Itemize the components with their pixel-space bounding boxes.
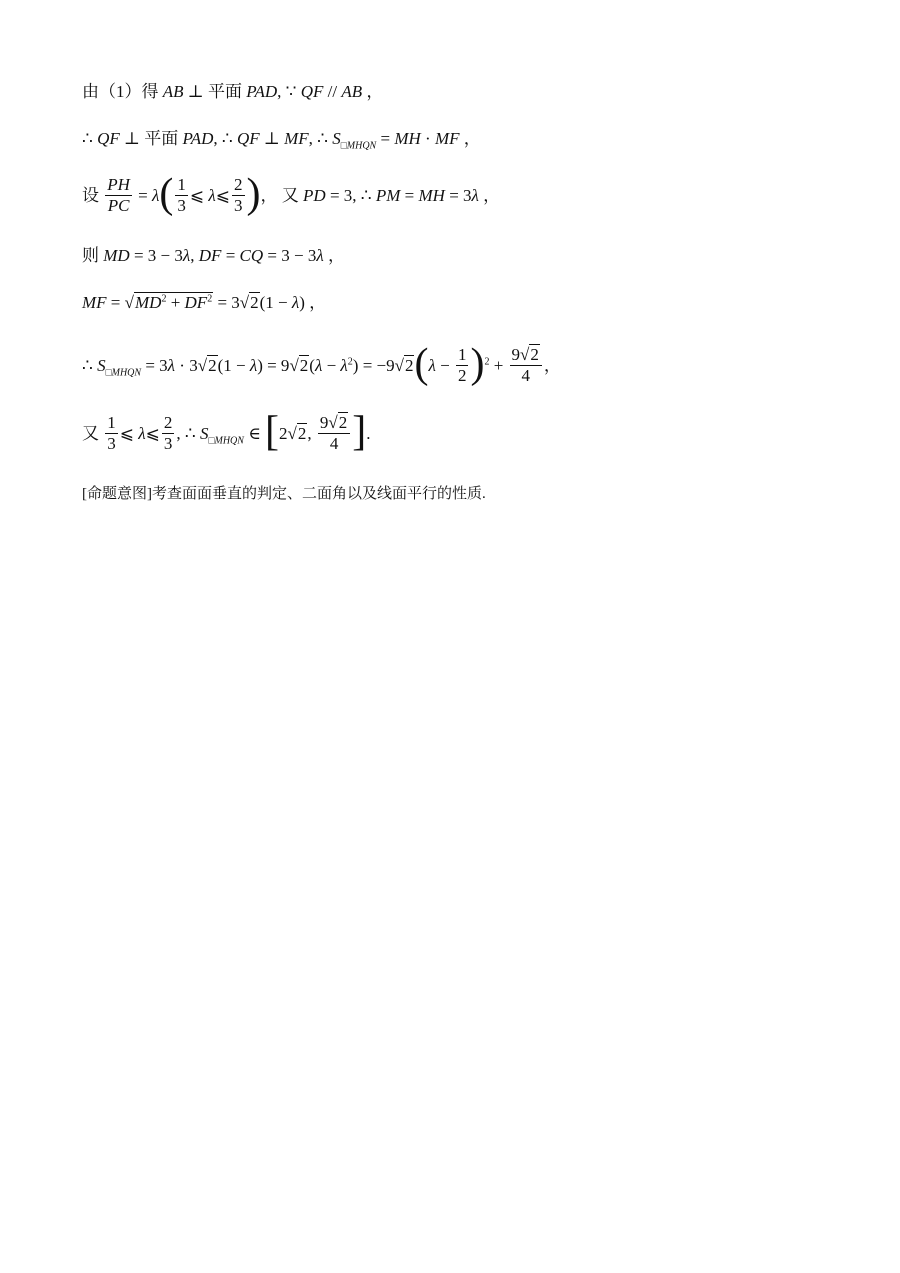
proposition-intent: [命题意图]考查面面垂直的判定、二面角以及线面平行的性质. — [82, 486, 486, 502]
solution-line-3: 设 $\frac{PH}{PC}$ = λ( $\frac{1}{3}$ ⩽ λ⩽ $\frac{2}{3}$ )， 又 PD = 3, ∴ PM = MH = 3λ ， — [82, 171, 501, 217]
solution-line-7: 又 $\frac{1}{3}$ ⩽ λ⩽ $\frac{2}{3}$ , ∴ $S_{□MHQN}$ ∈ [2√2, $\frac{9√2}{4}$ ]. — [82, 409, 371, 455]
solution-line-6: ∴ $S_{□MHQN} = 3\lambda \cdot 3√2(1 - \lambda) = 9√2(\lambda - \lambda^2) = -9√2(\lambda$ − $\frac{1}{2}$ )$^2$ + $\frac{9√2}{4}$ ， — [82, 341, 561, 387]
solution-line-1: 由（1）得 AB ⊥ 平面 PAD, ∵ QF // AB ， — [82, 82, 384, 101]
solution-line-5: MF = $√MD^2 + DF^2 = 3√2(1 - \lambda)$ ， — [82, 293, 327, 312]
solution-line-4: 则 MD = 3 − 3λ, DF = CQ = 3 − 3λ ， — [82, 246, 345, 265]
solution-line-2: ∴ QF ⊥ 平面 PAD, ∴ QF ⊥ MF, ∴ $S_{□MHQN}$ = MH · MF ， — [82, 129, 481, 152]
